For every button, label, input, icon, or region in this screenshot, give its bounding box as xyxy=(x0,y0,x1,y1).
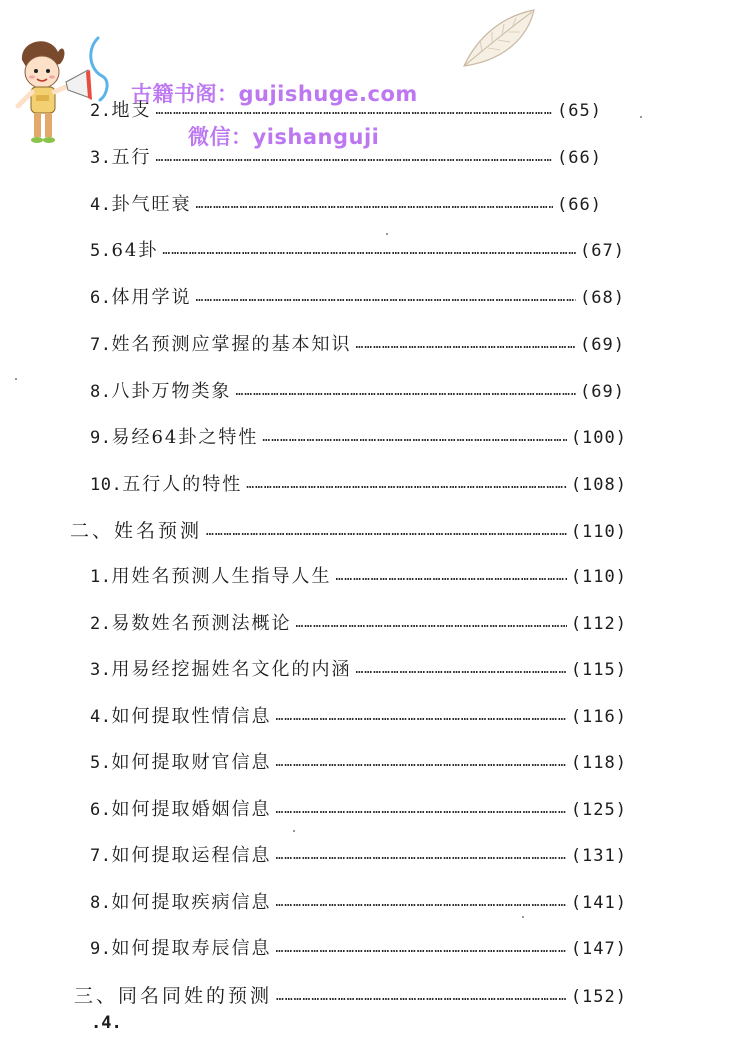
toc-section-title: 姓名预测 xyxy=(114,520,203,542)
toc-dot-leader xyxy=(262,430,566,445)
toc-section-number: 二、 xyxy=(70,520,115,542)
toc-entry[interactable] xyxy=(90,330,625,360)
toc-entry[interactable] xyxy=(90,423,627,453)
toc-dot-leader xyxy=(275,755,566,770)
toc-entry-page: (69) xyxy=(580,382,625,402)
toc-entry-page: (112) xyxy=(570,614,627,634)
toc-dot-leader xyxy=(155,150,553,165)
toc-entry-number: 5. xyxy=(90,241,112,261)
toc-dot-leader xyxy=(246,477,567,492)
toc-entry-page: (67) xyxy=(580,241,625,261)
toc-entry-page: (131) xyxy=(570,846,627,866)
toc-entry-number: 10. xyxy=(90,475,123,495)
toc-entry-number: 3. xyxy=(90,148,112,168)
scan-speck xyxy=(522,916,524,918)
mascot-icon xyxy=(6,30,116,150)
toc-entry[interactable] xyxy=(90,190,602,220)
toc-entry-number: 5. xyxy=(90,753,112,773)
toc-entry-title: 易经64卦之特性 xyxy=(111,427,259,448)
toc-entry[interactable] xyxy=(90,748,627,778)
toc-dot-leader xyxy=(275,848,566,863)
toc-entry-number: 7. xyxy=(90,335,112,355)
toc-entry-page: (110) xyxy=(570,522,627,542)
toc-entry-page: (152) xyxy=(570,987,627,1007)
toc-entry-page: (69) xyxy=(580,335,625,355)
toc-section-entry[interactable] xyxy=(74,981,627,1011)
toc-entry-title: 如何提取性情信息 xyxy=(111,706,272,727)
toc-entry-title: 五行人的特性 xyxy=(122,474,243,495)
toc-dot-leader xyxy=(275,895,566,910)
toc-entry-page: (125) xyxy=(570,800,627,820)
toc-entry-title: 卦气旺衰 xyxy=(111,194,192,215)
toc-entry-title: 如何提取财官信息 xyxy=(111,752,272,773)
toc-entry[interactable] xyxy=(90,470,627,500)
toc-entry-number: 1. xyxy=(90,567,112,587)
toc-dot-leader xyxy=(275,802,566,817)
toc-entry[interactable] xyxy=(90,888,627,918)
leaf-icon xyxy=(458,6,538,72)
toc-dot-leader xyxy=(206,524,567,539)
toc-entry-number: 4. xyxy=(90,707,112,727)
toc-entry-page: (108) xyxy=(570,475,627,495)
toc-dot-leader xyxy=(195,197,553,212)
toc-entry-number: 8. xyxy=(90,893,112,913)
toc-dot-leader xyxy=(355,662,566,677)
toc-entry-page: (66) xyxy=(557,148,602,168)
toc-section-title: 同名同姓的预测 xyxy=(118,985,273,1007)
toc-entry-page: (118) xyxy=(570,753,627,773)
toc-entry[interactable] xyxy=(90,283,625,313)
toc-entry-number: 7. xyxy=(90,846,112,866)
toc-entry[interactable] xyxy=(90,96,602,126)
toc-entry-page: (116) xyxy=(570,707,627,727)
toc-section-number: 三、 xyxy=(74,985,119,1007)
toc-entry[interactable] xyxy=(90,841,627,871)
toc-entry-title: 用易经挖掘姓名文化的内涵 xyxy=(111,659,352,680)
toc-entry-title: 姓名预测应掌握的基本知识 xyxy=(111,334,352,355)
toc-entry-number: 4. xyxy=(90,195,112,215)
toc-entry-title: 五行 xyxy=(111,147,152,168)
toc-entry-title: 如何提取运程信息 xyxy=(111,845,272,866)
toc-entry-title: 如何提取寿辰信息 xyxy=(111,938,272,959)
toc-entry-title: 体用学说 xyxy=(111,287,192,308)
toc-entry-title: 如何提取疾病信息 xyxy=(111,892,272,913)
toc-entry-number: 8. xyxy=(90,382,112,402)
toc-entry-number: 3. xyxy=(90,660,112,680)
watermark-wechat-text: 微信：yishanguji xyxy=(188,125,380,149)
toc-dot-leader xyxy=(275,709,566,724)
toc-entry-number: 6. xyxy=(90,288,112,308)
toc-entry[interactable] xyxy=(90,795,627,825)
toc-entry-title: 64卦 xyxy=(111,240,159,261)
page-number: .4. xyxy=(91,1013,122,1033)
toc-entry-number: 9. xyxy=(90,428,112,448)
scan-speck xyxy=(293,830,295,832)
toc-dot-leader xyxy=(335,569,566,584)
toc-entry-page: (65) xyxy=(557,101,602,121)
toc-entry-page: (100) xyxy=(570,428,627,448)
toc-dot-leader xyxy=(195,290,576,305)
toc-entry-title: 用姓名预测人生指导人生 xyxy=(111,566,332,587)
toc-section-entry[interactable] xyxy=(70,516,627,546)
toc-dot-leader xyxy=(276,989,567,1004)
toc-entry[interactable] xyxy=(90,702,627,732)
toc-entry-number: 9. xyxy=(90,939,112,959)
toc-entry-title: 地支 xyxy=(111,100,152,121)
toc-dot-leader xyxy=(235,384,576,399)
scan-speck xyxy=(15,378,17,380)
toc-entry-number: 2. xyxy=(90,101,112,121)
toc-entry[interactable] xyxy=(90,377,625,407)
toc-entry[interactable] xyxy=(90,143,602,173)
toc-entry-title: 八卦万物类象 xyxy=(111,381,232,402)
toc-entry[interactable] xyxy=(90,236,625,266)
toc-entry-page: (147) xyxy=(570,939,627,959)
toc-entry[interactable] xyxy=(90,655,627,685)
toc-entry[interactable] xyxy=(90,609,627,639)
toc-entry[interactable] xyxy=(90,562,627,592)
scan-speck xyxy=(640,116,642,118)
toc-dot-leader xyxy=(355,337,576,352)
toc-entry-number: 6. xyxy=(90,800,112,820)
toc-entry-page: (66) xyxy=(557,195,602,215)
watermark-site-text: 古籍书阁：gujishuge.com xyxy=(131,82,418,106)
toc-dot-leader xyxy=(155,103,553,118)
toc-entry[interactable] xyxy=(90,934,627,964)
toc-entry-page: (110) xyxy=(570,567,627,587)
toc-entry-page: (68) xyxy=(580,288,625,308)
toc-entry-title: 如何提取婚姻信息 xyxy=(111,799,272,820)
toc-dot-leader xyxy=(295,616,566,631)
toc-dot-leader xyxy=(162,243,576,258)
toc-entry-page: (141) xyxy=(570,893,627,913)
toc-entry-page: (115) xyxy=(570,660,627,680)
toc-dot-leader xyxy=(275,941,566,956)
toc-entry-title: 易数姓名预测法概论 xyxy=(111,613,292,634)
toc-entry-number: 2. xyxy=(90,614,112,634)
scan-speck xyxy=(386,233,388,235)
